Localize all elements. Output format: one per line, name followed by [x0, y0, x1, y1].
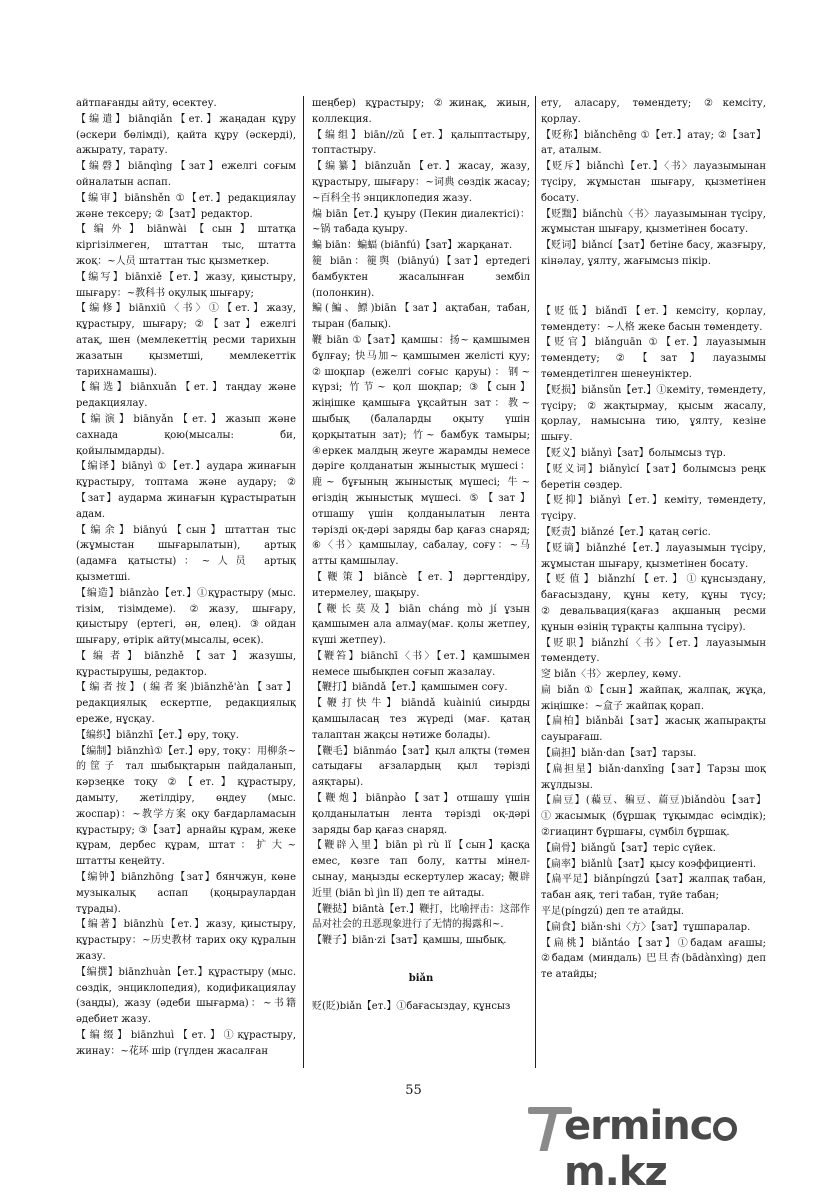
dictionary-entry: 【编写】biānxiě【ет.】жазу, қиыстыру, шығару：~教科书 оқулық шығару;	[76, 271, 296, 299]
dictionary-entry: 【贬谪】biǎnzhé【ет.】лауазымын түсіру, жұмыстан шығару, қызметінен босату.	[541, 542, 766, 570]
dictionary-entry: 【扁柏】biǎnbǎi【зат】жасық жапырақты сауырағаш.	[541, 716, 766, 744]
dictionary-entry: 【贬低】biǎndī【ет.】кемсіту, қорлау, төмендету：~人格 жеке басын төмендету.	[541, 305, 766, 333]
dictionary-entry: 【编纂】biānzuǎn【ет.】жасау, жазу, құрастыру, шығару：~词典 сөздік жасау; ~百科全书 энциклопедия жазу.	[312, 161, 530, 204]
dictionary-entry: 【贬称】biǎnchēng ①【ет.】атау; ②【зат】ат, аталым.	[541, 129, 766, 157]
dictionary-entry: 【编译】biānyì ①【ет.】аудара жинағын құрастыру, топтама және аудару; ②【зат】аударма жинағын құрастыратын адам.	[76, 461, 296, 520]
column-2	[312, 96, 530, 1068]
dictionary-entry: 【扁担】biǎn·dan【зат】тарзы.	[541, 748, 697, 760]
dictionary-entry: 【贬责】biǎnzé【ет.】қатаң сөгіс.	[541, 526, 711, 538]
dictionary-entry: 【鞭炮】biānpào【зат】отшашу үшін қолданылатын лента тәрізді оқ-дәрі заряды бар қағаз снаряд.	[312, 793, 530, 836]
dictionary-entry: 【编著】biānzhù【ет.】жазу, қиыстыру, құрастыру：~历史教材 тарих оқу құралын жазу.	[76, 919, 296, 963]
dictionary-entry: 【编组】biān//zǔ【ет.】қалыптастыру, топтастыру.	[312, 129, 530, 157]
logo-o-mark	[713, 1117, 737, 1141]
dictionary-entry: 【贬官】biǎnguān ①【ет.】лауазымын төмендету; ②【зат】лауазымы төмендетілген шенеуніктер.	[541, 337, 766, 380]
dictionary-entry: 【编撰】biānzhuàn【ет.】құрастыру (мыс. сөздік, энциклопедия), кодификациялау (заңды), жазу (әдеби шығарма)：~书籍 әдебиет жазу.	[76, 966, 296, 1026]
logo-text-part-1: erminc	[564, 1103, 713, 1149]
column-divider-1	[303, 96, 304, 1068]
dictionary-entry: шеңбер) құрастыру; ②жинақ, жиын, коллекция.	[312, 98, 530, 125]
dictionary-entry: 鳊(鯿、鰾)biān【зат】ақтабан, табан, тыран (балық).	[312, 303, 530, 331]
dictionary-entry: 平足(píngzú) деп те атайды.	[541, 906, 685, 918]
dictionary-entry: 【扁桃】biǎntáo【зат】①бадам ағашы; ②бадам (миндаль) 巴旦杏(bādànxìng) деп те атайды;	[541, 937, 766, 981]
dictionary-entry: 【贬义】biǎnyì【зат】болымсыз түр.	[541, 447, 726, 459]
logo-wordmark	[564, 1103, 813, 1195]
dictionary-entry: 鞭 biān ①【зат】қамшы：扬~ қамшымен бұлғау; 快马加~ қамшымен желісті қуу; ②шоқпар (ежелгі соғыс қаруы)：钢~ күрзі; 竹节~ қол шоқпар; ③【сын】жіңішке қамшыға ұқсайтын зат：教~ шыбық (балаларды оқыту үшін қорқытатын зат); 竹~ бамбук тамыры; ④еркек малдың жеуге жарамды немесе дәріге қолданатын жыныстық мүшесі：鹿~ бұғының жыныстық мүшесі; 牛~ өгіздің жыныстық мүшесі. ⑤【зат】отшашу үшін қолданылатын лента тәрізді оқ-дәрі заряды бар қағаз снаряд; ⑥〈书〉қамшылау, сабалау, соғу：~马 атты қамшылау.	[312, 334, 530, 568]
column-3	[541, 96, 766, 1068]
dictionary-entry: 【贬斥】biǎnchì【ет.】〈书〉лауазымынан түсіру, жұмыстан шығару, қызметінен босату.	[541, 161, 766, 204]
dictionary-entry: 【编余】biānyú【сын】штаттан тыс (жұмыстан шығарылатын), артық (адамға қатысты)：~人员 артық қызметші.	[76, 524, 296, 583]
dictionary-entry: 窆 biǎn〈书〉жерлеу, көму.	[541, 669, 682, 681]
dictionary-entry: 【编者按】(编者案)biānzhě'àn【зат】редакциялық ескертпе, редакциялық ереже, нұсқау.	[76, 682, 296, 726]
dictionary-entry: 【扁担星】biǎn·danxīng【зат】Тарзы шоқ жұлдызы.	[541, 763, 766, 791]
dictionary-entry: 【鞭辟入里】biān pì rù lǐ【сын】қасқа емес, көзге тап болу, катты мінел-сынау, маңызды ескертулер жасау; 鞭辟近里 (biān bì jìn lǐ) деп те айтады.	[312, 840, 530, 899]
dictionary-entry: 【编选】biānxuǎn【ет.】таңдау және редакциялау.	[76, 382, 296, 410]
dictionary-entry: 箯 biān：箯舆 (biānyú)【зат】ертедегі бамбуктен жасалынған зембіл (полонкин).	[312, 255, 530, 299]
dictionary-entry: 【贬黜】biǎnchù〈书〉лауазымынан түсіру, жұмыстан шығару, қызметінен босату.	[541, 208, 766, 236]
dictionary-entry: 【编磬】biānqìng【зат】ежелгі соғым ойналатын аспап.	[76, 161, 296, 188]
dictionary-entry: 【编外】biānwài【сын】штатқа кіргізілмеген, штаттан тыс, штатта жоқ：~人员 штаттан тыс қызметкер.	[76, 224, 296, 267]
dictionary-entry: 【扁率】biǎnlǜ【зат】қысу коэффициенті.	[541, 858, 757, 870]
page-number: 55	[405, 1083, 422, 1098]
dictionary-entry: 【扁骨】biǎngǔ【зат】теріс сүйек.	[541, 842, 716, 854]
dictionary-entry: айтпағанды айту, өсектеу.	[76, 98, 217, 109]
dictionary-entry: 【鞭子】biān·zi【зат】қамшы, шыбық.	[312, 935, 507, 947]
termincom-logo	[528, 1099, 813, 1195]
dictionary-entry: 【贬抑】biǎnyì【ет.】кеміту, төмендету, түсіру.	[541, 495, 766, 523]
dictionary-entry: 【编修】biānxiū〈书〉①【ет.】жазу, құрастыру, шығару; ②【зат】ежелгі атақ, шен (мемлекеттің ресми тарихын жазатын қызметші, мемлекеттік тарихнамашы).	[76, 303, 296, 378]
dictionary-entry: 煸 biān【ет.】қуыру (Пекин диалектісі)：~锅 табада қуыру.	[312, 208, 530, 236]
dictionary-entry: 【鞭毛】biānmáo【зат】қыл алқты (төмен сатыдағы ағзалардың қыл тәрізді аяқтары).	[312, 745, 530, 789]
dictionary-entry: 扁 biǎn ①【сын】жайпақ, жалпақ, жұқа, жіңішке：~盒子 жайпақ қорап.	[541, 684, 766, 712]
dictionary-entry: 【编演】biānyǎn【ет.】жазып және сахнада қою(мысалы: би, қойылымдарды).	[76, 413, 296, 457]
dictionary-entry: 【鞭打】biāndǎ【ет.】қамшымен соғу.	[312, 682, 508, 694]
dictionary-entry: 【编织】biānzhī【ет.】өру, тоқу.	[76, 729, 239, 741]
dictionary-entry: 【鞭策】biāncè【ет.】дәргтендіру, итермелеу, шақыру.	[312, 571, 530, 599]
dictionary-entry: 【编遣】biānqiǎn【ет.】жаңадан құру (әскери бөлімді), қайта құру (әскерді), ажырату, тарату.	[76, 113, 296, 157]
logo-text-part-2: m.kz	[564, 1149, 667, 1195]
dictionary-entry: 【贬词】biǎncí【зат】бетіне басу, жазғыру, кінәлау, ұялту, жағымсыз пікір.	[541, 240, 766, 267]
dictionary-entry: 【编者】biānzhě【зат】жазушы, құрастырушы, редактор.	[76, 650, 296, 678]
dictionary-entry: 【扁豆】(藊豆、稨豆、萹豆)biǎndòu【зат】①жасымық (бұршақ тұқымдас өсімдік); ②гиацинт бұршағы, сүмбіл бұршақ.	[541, 795, 766, 839]
dictionary-entry: 【编造】biānzào【ет.】①құрастыру (мыс. тізім, тізімдеме). ②жазу, шығару, қиыстыру (ертегі, ән, өлең). ③ойдан шығару, өтірік айту(мысалы, өсек).	[76, 587, 296, 647]
dictionary-entry: 【编钟】biānzhōng【зат】бянчжун, көне музыкалық аспап (қоңыраулардан тұрады).	[76, 872, 296, 915]
section-heading: biǎn	[408, 973, 434, 985]
dictionary-entry: 【编制】biānzhì①【ет.】өру, тоқу：用柳条~的筐子 тал шыбықтарын пайдаланып, кәрзеңке тоқу ②【ет.】құрастыру, дамыту, жетілдіру, өңдеу (мыс. жоспар)：~教学方案 оқу бағдарламасын құрастыру; ③【зат】арнайы құрам, жеке құрам, дербес құрам, штат：扩大~ штатты кеңейту.	[76, 745, 296, 868]
dictionary-entry: ету, аласару, төмендету; ②кемсіту, қорлау.	[541, 98, 766, 125]
dictionary-entry: 【鞭长莫及】biān cháng mò jí ұзын қамшымен ала алмау(мағ. қолы жетпеу, күші жетпеу).	[312, 603, 530, 647]
dictionary-entry: 【贬义词】biǎnyìcí【зат】болымсыз реңк беретін сөздер.	[541, 463, 766, 491]
dictionary-entry: 【贬损】biǎnsǔn【ет.】①кеміту, төмендету, түсіру; ②жақтырмау, қысым жасалу, қорлау, намысына тию, ұялту, кезіне шығу.	[541, 384, 766, 444]
dictionary-entry: 【鞭打快牛】biāndǎ kuàiniú сиырды қамшыласаң тез жүреді (мағ. қатаң талаптан жақсы нәтиже болады).	[312, 698, 530, 741]
dictionary-entry: 【编缀】biānzhuì【ет.】①құрастыру, жинау：~花环 шір (гүлден жасалған	[76, 1030, 296, 1057]
column-divider-2	[535, 96, 536, 1068]
dictionary-entry: 贬(貶)biǎn【ет.】①бағасыздау, құнсыз	[312, 1000, 511, 1012]
column-1	[76, 96, 296, 1068]
dictionary-entry: 蝙 biān：蝙蝠 (biānfú)【зат】жарқанат.	[312, 240, 513, 252]
dictionary-entry: 【编审】biānshěn ①【ет.】редакциялау және тексеру; ②【зат】редактор.	[76, 192, 296, 220]
blank-gap	[541, 270, 766, 304]
dictionary-entry: 【扁食】biǎn·shi〈方〉【зат】тұшпаралар.	[541, 921, 751, 933]
dictionary-entry: 【扁平足】biǎnpíngzú【зат】жалпақ табан, табан аяқ, тегі табан, түйе табан;	[541, 874, 766, 902]
dictionary-entry: 【鞭挞】biāntà【ет.】鞭打，比喻抨击：这部作品对社会的丑恶现象进行了无情的揭露和~.	[312, 903, 530, 931]
dictionary-entry: 【贬值】biǎnzhí【ет.】①құнсыздану, бағасыздану, құны кету, құны түсу; ②девальвация(қағаз ақшаның ресми құнын өзінің тұрақты қалпына түсіру).	[541, 574, 766, 633]
dictionary-entry: 【鞭笞】biānchī〈书〉【ет.】қамшымен немесе шыбықпен соғып жазалау.	[312, 650, 530, 678]
dictionary-entry: 【贬职】biǎnzhí〈书〉【ет.】лауазымын төмендету.	[541, 637, 766, 665]
